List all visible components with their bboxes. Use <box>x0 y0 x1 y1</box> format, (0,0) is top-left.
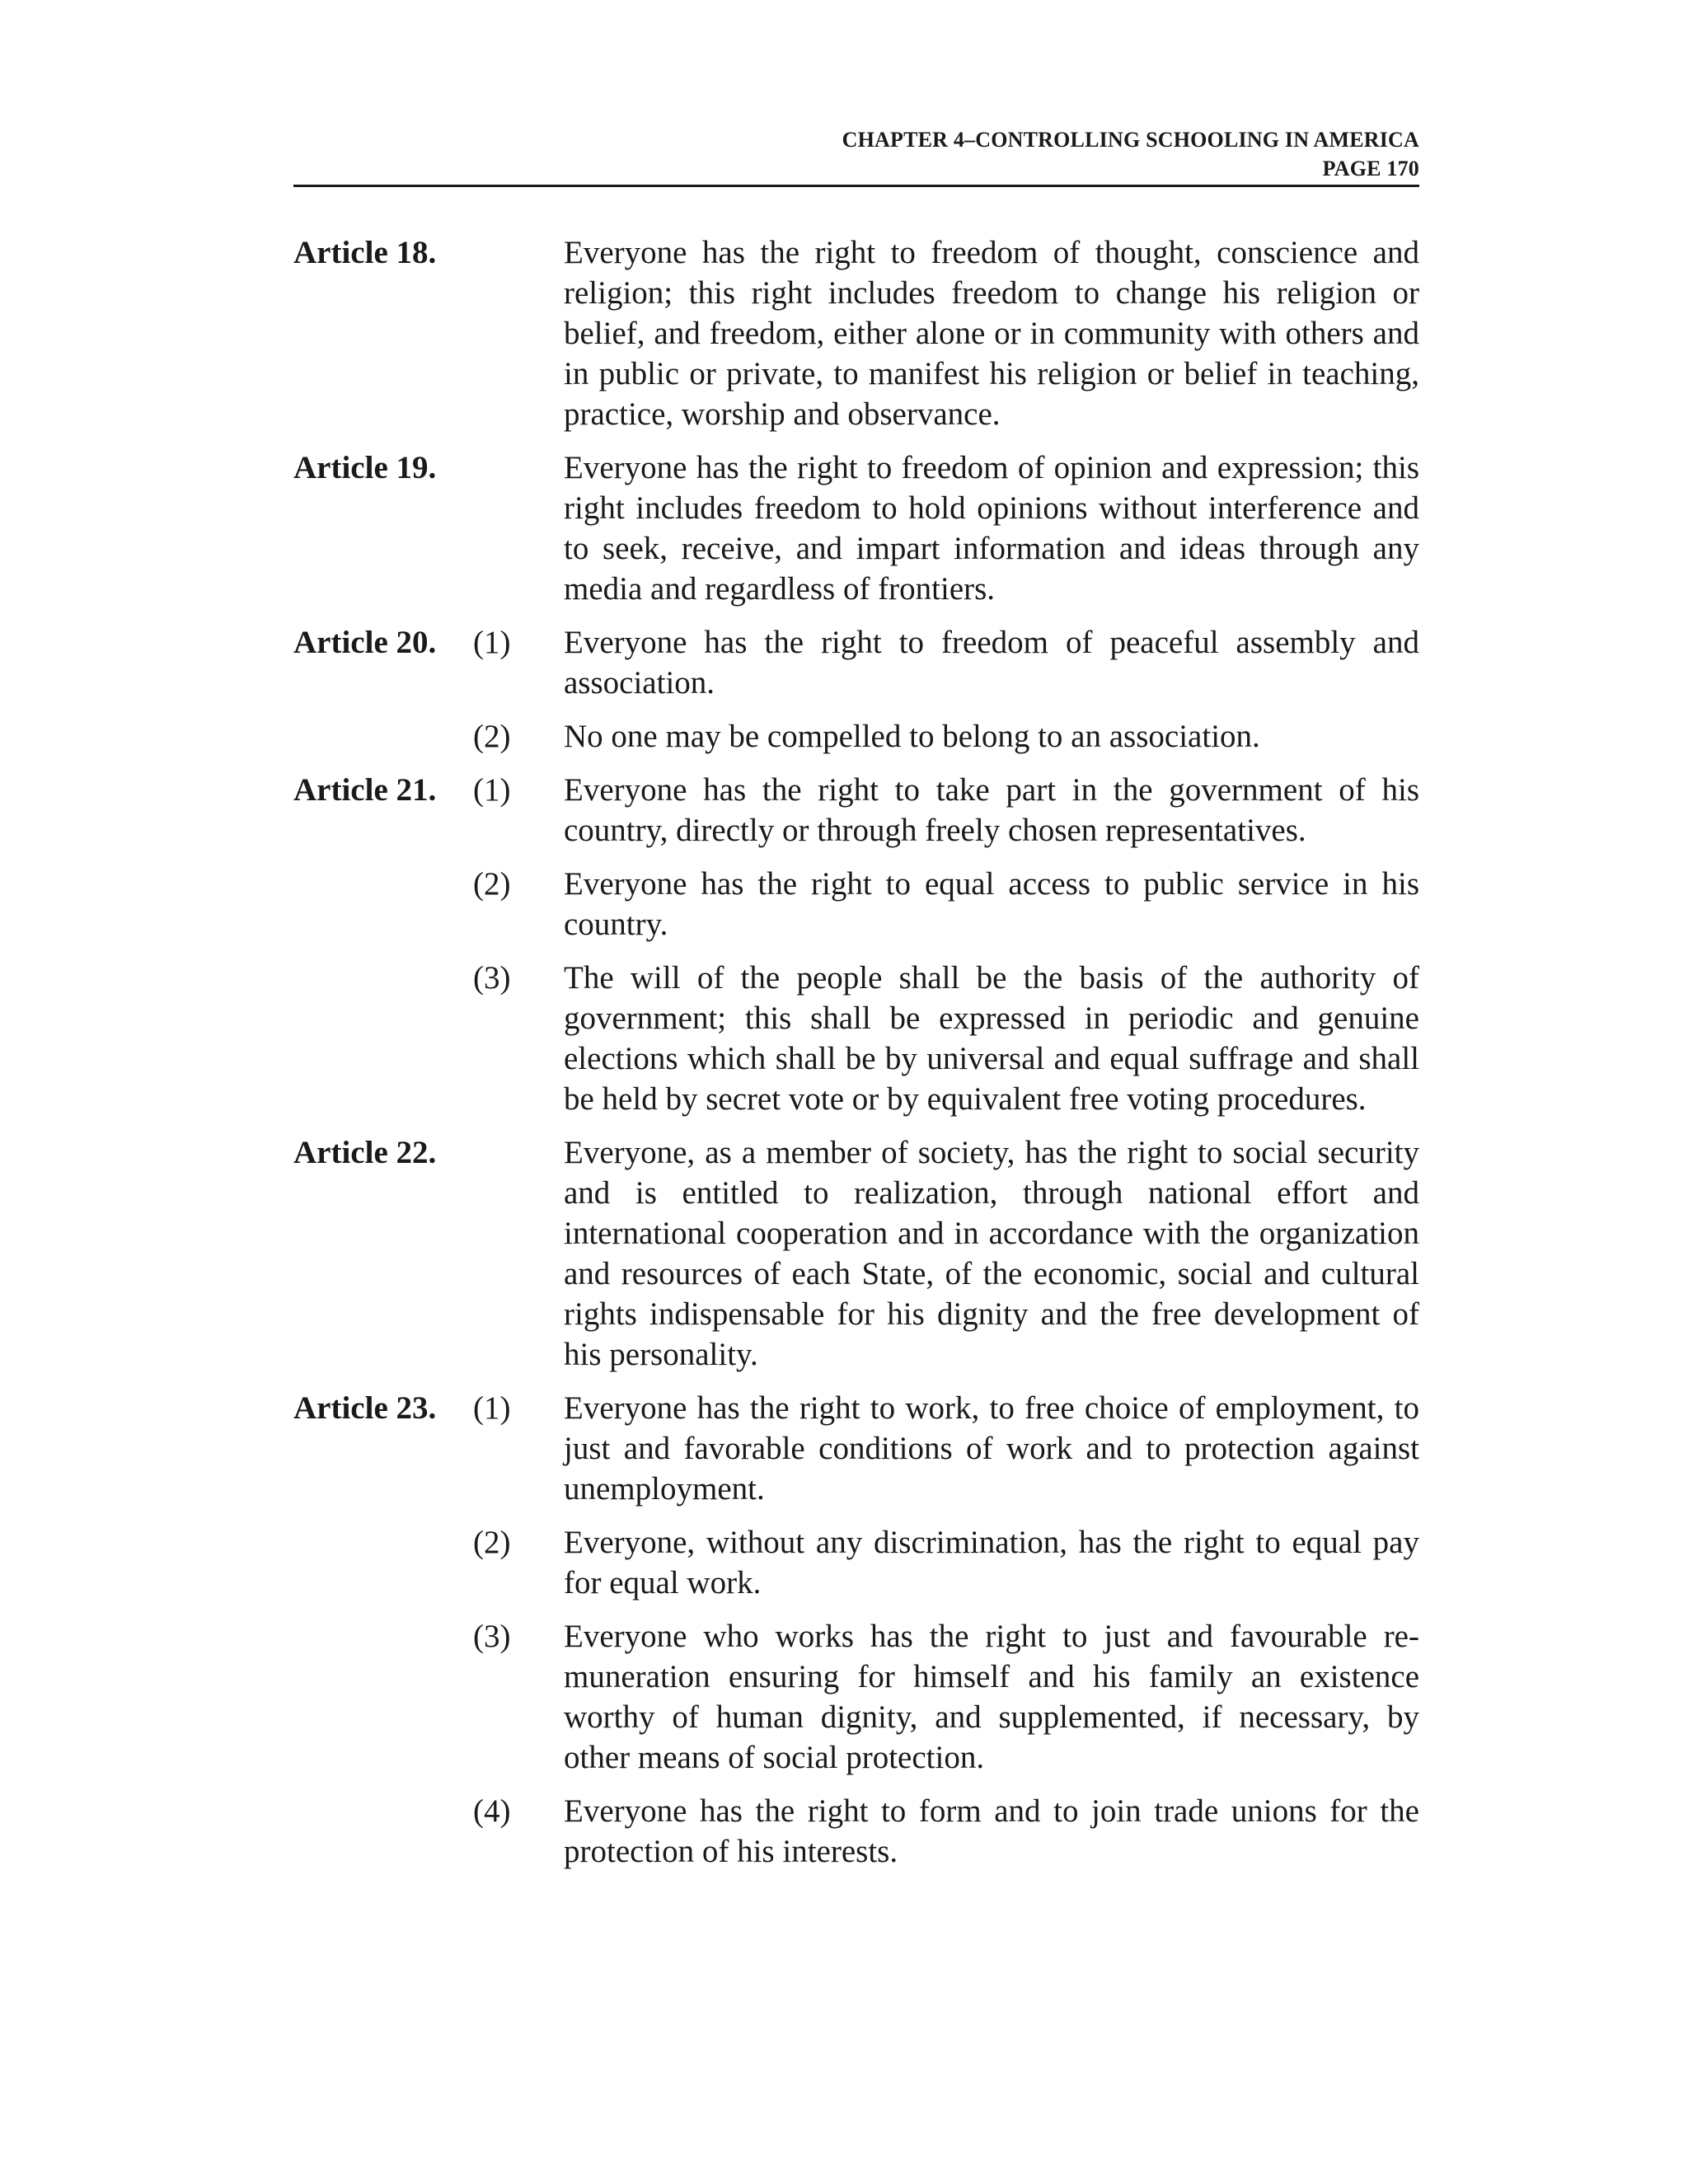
clause-number: (1) <box>473 1390 511 1426</box>
clause-text: Everyone has the right to freedom of opinion and expression; this right includes freedom to hold opinions without interference and to seek, receive, and impart information and ideas through any media and regardless of frontiers. <box>564 450 1419 607</box>
article-label: Article 18. <box>293 235 437 270</box>
clause-number: (3) <box>473 960 511 996</box>
clause-row <box>293 1388 1419 1509</box>
clause-row <box>293 864 1419 944</box>
clause-row <box>293 1791 1419 1872</box>
page-number: PAGE 170 <box>1322 157 1419 180</box>
running-header <box>293 125 1419 183</box>
article-label: Article 22. <box>293 1135 437 1170</box>
clause-number: (2) <box>473 719 511 754</box>
article-label: Article 19. <box>293 450 437 485</box>
clause-text: Everyone has the right to freedom of peaceful assembly and association. <box>564 625 1419 701</box>
clause-number: (4) <box>473 1793 511 1829</box>
article-label: Article 20. <box>293 625 437 660</box>
article-22 <box>293 1132 1419 1375</box>
clause-row <box>293 1132 1419 1375</box>
clause-number: (2) <box>473 866 511 902</box>
article-label: Article 23. <box>293 1390 437 1426</box>
clause-row <box>293 448 1419 609</box>
clause-number: (2) <box>473 1525 511 1560</box>
article-18 <box>293 232 1419 434</box>
clause-number: (3) <box>473 1619 511 1654</box>
article-20 <box>293 622 1419 757</box>
clause-row <box>293 958 1419 1119</box>
clause-row <box>293 1522 1419 1603</box>
clause-row <box>293 622 1419 703</box>
clause-text: Everyone has the right to equal access to public service in his country. <box>564 866 1419 942</box>
article-label: Article 21. <box>293 772 437 808</box>
clause-row <box>293 770 1419 851</box>
chapter-title: CHAPTER 4–CONTROLLING SCHOOLING IN AMERICA <box>842 128 1419 152</box>
article-19 <box>293 448 1419 609</box>
clause-text: Everyone has the right to take part in the government of his country, directly or through freely chosen representatives. <box>564 772 1419 848</box>
article-23 <box>293 1388 1419 1872</box>
clause-row <box>293 232 1419 434</box>
clause-text: Everyone has the right to work, to free choice of employment, to just and favorable conditions of work and to protection against unemployment. <box>564 1390 1419 1507</box>
clause-row <box>293 716 1419 757</box>
clause-text: The will of the people shall be the basis of the authority of government; this shall be expressed in periodic and genuine elections which shall be by universal and equal suffrage and shall be held by secret vote or by equivalent free voting procedures. <box>564 960 1419 1117</box>
article-21 <box>293 770 1419 1119</box>
article-list <box>293 232 1419 1885</box>
clause-number: (1) <box>473 772 511 808</box>
clause-text: Everyone has the right to form and to join trade unions for the protection of his interests. <box>564 1793 1419 1869</box>
clause-row <box>293 1616 1419 1778</box>
clause-number: (1) <box>473 625 511 660</box>
clause-text: Everyone has the right to freedom of thought, conscience and religion; this right includes freedom to change his religion or belief, and freedom, either alone or in community with others and in public or private, to manifest his religion or belief in teaching, practice, worship and observance. <box>564 235 1419 432</box>
clause-text: Everyone who works has the right to just and favourable remuneration ensuring for himself and his family an existence worthy of human dignity, and supplemented, if necessary, by other means of social protection. <box>564 1619 1419 1775</box>
clause-text: Everyone, as a member of society, has the right to social security and is entitled to realization, through national effort and international cooperation and in accordance with the organization and resources of each State, of the economic, social and cultural rights indispensable for his dignity and the free development of his personality. <box>564 1135 1419 1372</box>
clause-text: No one may be compelled to belong to an association. <box>564 719 1260 754</box>
header-rule <box>293 185 1419 187</box>
clause-text: Everyone, without any discrimination, has the right to equal pay for equal work. <box>564 1525 1419 1601</box>
